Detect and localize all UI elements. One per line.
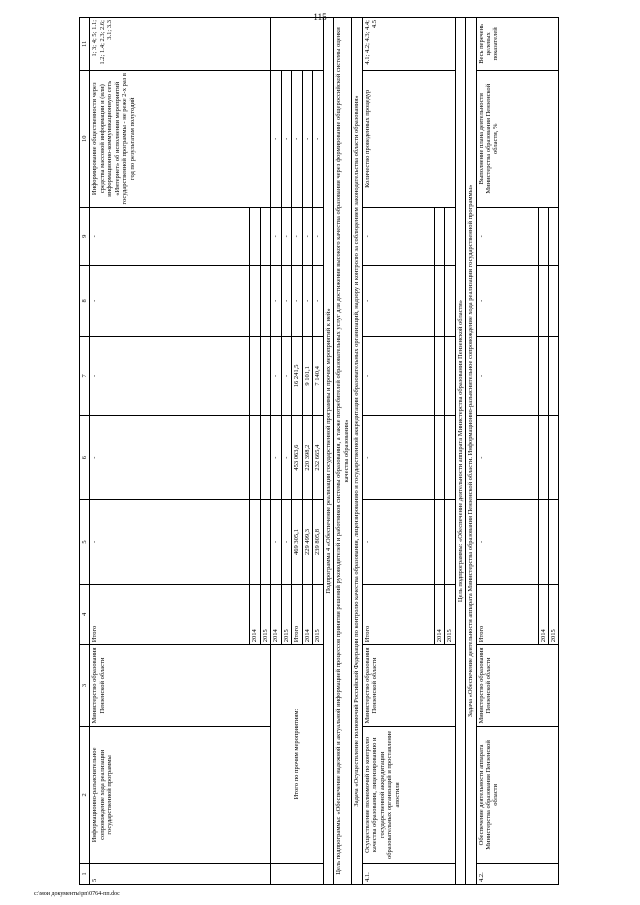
task-text: Задача «Обеспечение деятельности аппарата Министерства образования Пензенской области. Информационно-разъяснительное сопровождение хода реализации государственной программы» [466,18,476,885]
row-number: 4.1. [362,863,455,884]
program-table [79,17,559,885]
year-cell: 2015 [281,584,291,645]
value-cell: 453 063,6 [292,415,302,499]
col-header: 2 [80,726,90,863]
col-header: 4 [80,584,90,645]
value-cell: - [476,500,538,584]
year-cell: 2014 [538,584,548,645]
value-cell: - [281,207,291,265]
executor-cell: Министерство образования Пензенской области [90,645,271,727]
value-cell: - [302,70,312,207]
value-cell: - [90,336,250,415]
value-cell: - [362,336,434,415]
col-header: 8 [80,265,90,336]
year-cell: 2014 [271,584,281,645]
table-row [476,18,538,885]
value-cell: 469 305,1 [292,500,302,584]
value-cell: - [271,336,281,415]
value-cell: - [90,265,250,336]
page-number: 115 [313,12,327,22]
value-cell: - [302,207,312,265]
col-header: 6 [80,415,90,499]
value-cell: - [292,207,302,265]
task-row [466,18,476,885]
value-cell: - [292,70,302,207]
executor-cell: Министерство образования Пензенской области [476,645,559,727]
value-cell: - [362,265,434,336]
value-cell: - [313,207,323,265]
table-row [271,18,281,885]
event-cell: Осуществление полномочий по контролю качества образования, лицензированию и государственной аккредитации образовательных организаций и проставление апостиля [362,726,455,863]
value-cell: 9 101,1 [302,336,312,415]
year-cell: 2014 [434,584,444,645]
value-cell: - [271,415,281,499]
value-cell: - [281,70,291,207]
footer-path: c:\мои документы\рп\0764-пп.doc [34,891,120,897]
col-header: 10 [80,70,90,207]
goal-text: Цель подпрограммы: «Обеспечение деятельности аппарата Министерства образования Пензенской области» [455,18,465,885]
value-cell: - [281,336,291,415]
rotated-table-wrapper [79,17,565,885]
itogo-cell: Итого [90,584,250,645]
value-cell: - [362,500,434,584]
value-cell: - [362,415,434,499]
col-header: 7 [80,336,90,415]
itogo-cell: Итого [292,584,302,645]
codes-cell: 1; 3; 4; 5; 1.1; 1.2; 1.4; 2.3; 2.6; 3.1; 3.3 [90,18,271,71]
codes-cell: Весь перечень целевых показателей [476,18,559,71]
year-cell: 2015 [313,584,323,645]
year-cell: 2015 [260,584,270,645]
goal-row [455,18,465,885]
column-number-row [80,18,90,885]
value-cell: - [271,265,281,336]
value-cell: - [281,265,291,336]
goal-text: Цель подпрограммы: «Обеспечение надежной и актуальной информацией процессов принятия решений руководителей и работников системы образования, а также потребителей образовательных услуг для достижения высокого качества образования через формирование общероссийской системы оценки качества образования» [334,18,352,885]
event-cell: Информационно-разъяснительное сопровождение хода реализации государственной программы [90,726,271,863]
event-cell: Обеспечение деятельности аппарата Министерства образования Пензенской области [476,726,559,863]
value-cell: - [90,207,250,265]
year-cell: 2015 [548,584,558,645]
value-cell: - [271,70,281,207]
row-number: 4.2. [476,863,559,884]
value-cell: - [271,207,281,265]
value-cell: 239 805,8 [313,500,323,584]
value-cell: - [476,336,538,415]
year-cell: 2015 [445,584,455,645]
value-cell: - [476,265,538,336]
value-cell: - [281,500,291,584]
value-cell: - [271,500,281,584]
indicator-cell: Выполнение плана деятельности Министерства образования Пензенской области, % [476,70,559,207]
task-row [352,18,362,885]
itogo-cell: Итого [476,584,538,645]
value-cell: - [362,207,434,265]
value-cell: - [313,265,323,336]
year-cell: 2014 [250,584,260,645]
table-row [362,18,434,885]
col-header: 9 [80,207,90,265]
executor-cell: Министерство образования Пензенской области [362,645,455,727]
value-cell: 7 140,4 [313,336,323,415]
value-cell: - [476,415,538,499]
col-header: 3 [80,645,90,727]
value-cell: 232 665,4 [313,415,323,499]
row-number: 5 [90,863,271,884]
subprogram-heading [323,18,333,885]
col-header: 5 [80,500,90,584]
itogo-cell: Итого [362,584,434,645]
value-cell: - [90,500,250,584]
indicator-cell: Количество проведенных процедур [362,70,455,207]
value-cell: - [313,70,323,207]
value-cell: - [90,415,250,499]
value-cell: - [292,265,302,336]
col-header: 11 [80,18,90,71]
value-cell: 16 241,5 [292,336,302,415]
col-header: 1 [80,863,90,884]
table-row [90,18,250,885]
indicator-cell: Информирование общественности через средства массовой информации и (или) информационно-коммуникационную сеть «Интернет» об исполнении мероприятий государственной программы - не реже 2-х раз в год по результатам полугодий [90,70,271,207]
task-text: Задача «Осуществление полномочий Российской Федерации по контролю качества образования, лицензированию и государственной аккредитации образовательных организаций, надзору и контролю за соблюдением законодательства области образования» [352,18,362,885]
value-cell: - [281,415,291,499]
value-cell: 229 499,3 [302,500,312,584]
codes-cell: 4.1; 4.2; 4.3; 4.4; 4.5 [362,18,455,71]
goal-row [334,18,352,885]
subprogram-title: Подпрограмма 4 «Обеспечение реализации государственной программы и прочих мероприятий к ней» [323,18,333,885]
other-total-label: Итого по прочим мероприятиям: [271,645,323,864]
value-cell: 220 398,2 [302,415,312,499]
year-cell: 2014 [302,584,312,645]
value-cell: - [302,265,312,336]
value-cell: - [476,207,538,265]
